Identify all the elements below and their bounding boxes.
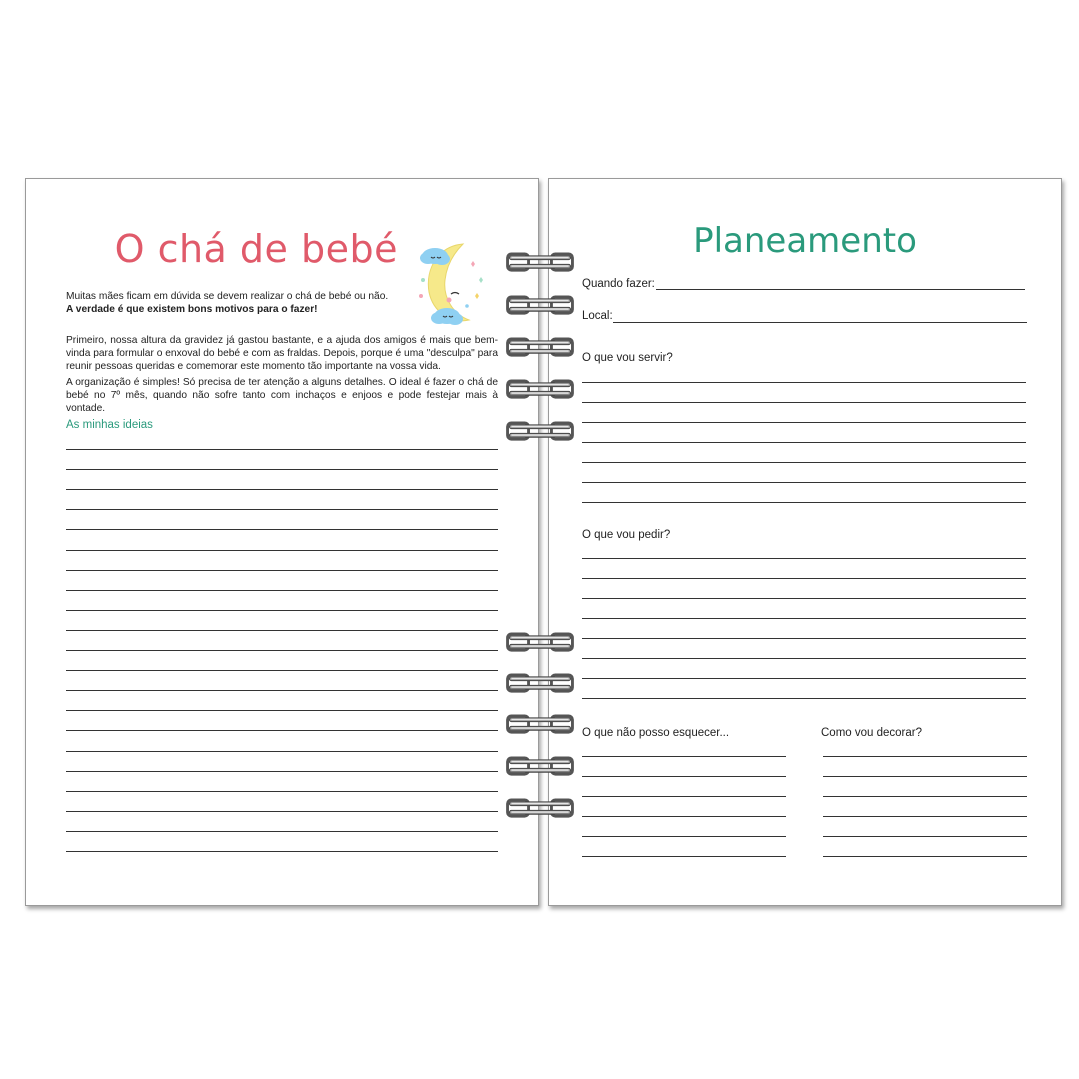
page-title: O chá de bebé [114, 227, 398, 271]
writing-line[interactable] [582, 638, 1026, 639]
writing-line[interactable] [582, 816, 786, 817]
paragraph-2: A organização é simples! Só precisa de ter atenção a alguns detalhes. O ideal é fazer o chá de bebé no 7º mês, quando não sofre tanto com inchaços e enjoos e pode festejar mais à vontade. [66, 377, 498, 414]
writing-line[interactable] [66, 590, 498, 591]
writing-line[interactable] [66, 690, 498, 691]
writing-line[interactable] [66, 851, 498, 852]
writing-line[interactable] [823, 796, 1027, 797]
binding-ring [504, 379, 576, 400]
binding-ring [504, 673, 576, 694]
binding-ring [504, 252, 576, 273]
writing-line[interactable] [582, 442, 1026, 443]
writing-line[interactable] [823, 776, 1027, 777]
writing-line[interactable] [582, 422, 1026, 423]
binding-ring [504, 756, 576, 777]
ideas-label: As minhas ideias [66, 419, 153, 431]
writing-line[interactable] [66, 710, 498, 711]
binding-ring [504, 714, 576, 735]
binding-ring [504, 421, 576, 442]
writing-line[interactable] [582, 598, 1026, 599]
writing-line[interactable] [582, 618, 1026, 619]
writing-line[interactable] [582, 678, 1026, 679]
left-page [25, 178, 539, 906]
writing-line[interactable] [66, 630, 498, 631]
binding-ring [504, 337, 576, 358]
place-label: Local: [582, 310, 613, 322]
writing-line[interactable] [66, 509, 498, 510]
writing-line[interactable] [66, 650, 498, 651]
writing-line[interactable] [823, 816, 1027, 817]
writing-line[interactable] [66, 831, 498, 832]
writing-line[interactable] [823, 836, 1027, 837]
writing-line[interactable] [823, 856, 1027, 857]
when-label: Quando fazer: [582, 278, 655, 290]
writing-line[interactable] [582, 836, 786, 837]
place-line[interactable] [613, 322, 1027, 323]
writing-line[interactable] [582, 658, 1026, 659]
paragraph-1: Primeiro, nossa altura da gravidez já gastou bastante, e a ajuda dos amigos é mais que bem-vinda para formular o enxoval do bebé e com as fraldas. Depois, porque é uma "desculpa" para reunir pessoas queridas e comemorar este momento tão importante na vossa vida. [66, 335, 498, 372]
when-line[interactable] [656, 289, 1025, 290]
writing-line[interactable] [66, 529, 498, 530]
ask-label: O que vou pedir? [582, 529, 671, 541]
writing-line[interactable] [582, 482, 1026, 483]
writing-line[interactable] [582, 796, 786, 797]
writing-line[interactable] [66, 570, 498, 571]
writing-line[interactable] [66, 811, 498, 812]
writing-line[interactable] [582, 502, 1026, 503]
writing-line[interactable] [66, 730, 498, 731]
intro-text: Muitas mães ficam em dúvida se devem realizar o chá de bebé ou não. [66, 291, 389, 302]
forget-label: O que não posso esquecer... [582, 727, 730, 739]
writing-line[interactable] [582, 402, 1026, 403]
writing-line[interactable] [66, 610, 498, 611]
writing-line[interactable] [582, 698, 1026, 699]
writing-line[interactable] [823, 756, 1027, 757]
writing-line[interactable] [66, 489, 498, 490]
writing-line[interactable] [582, 756, 786, 757]
writing-line[interactable] [66, 449, 498, 450]
writing-line[interactable] [66, 469, 498, 470]
writing-line[interactable] [582, 776, 786, 777]
writing-line[interactable] [66, 791, 498, 792]
writing-line[interactable] [582, 558, 1026, 559]
writing-line[interactable] [582, 578, 1026, 579]
right-page [548, 178, 1062, 906]
writing-line[interactable] [582, 382, 1026, 383]
writing-line[interactable] [582, 462, 1026, 463]
writing-line[interactable] [66, 550, 498, 551]
page-title: Planeamento [693, 221, 917, 261]
writing-line[interactable] [66, 751, 498, 752]
decorate-label: Como vou decorar? [821, 727, 922, 739]
serve-label: O que vou servir? [582, 352, 673, 364]
binding-ring [504, 632, 576, 653]
writing-line[interactable] [66, 771, 498, 772]
writing-line[interactable] [582, 856, 786, 857]
writing-line[interactable] [66, 670, 498, 671]
binding-ring [504, 295, 576, 316]
intro-highlight: A verdade é que existem bons motivos para o fazer! [66, 304, 318, 315]
binding-ring [504, 798, 576, 819]
